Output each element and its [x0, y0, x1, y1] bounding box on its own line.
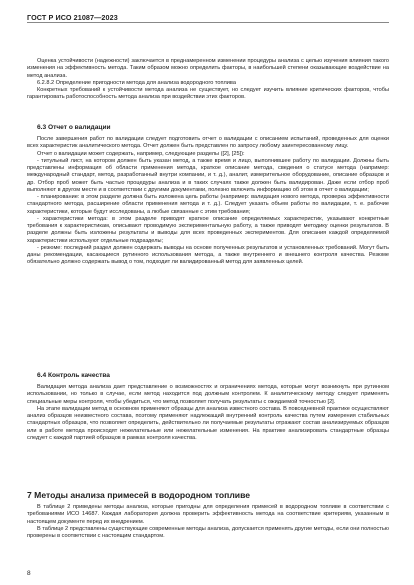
chapter-heading: 7 Методы анализа примесей в водородном топливе [27, 490, 251, 500]
paragraph: В таблице 2 приведены методы анализа, которые пригодны для определения примесей в водородном топливе в соответствии с требованиями ИСО 14687. Каждая лаборатория должна проверить эффективность метода на соответствие критериям, указанным в настоящем документе перед их внедрением. [27, 504, 389, 525]
list-item: - планирование: в этом разделе должна быть изложена цель работы (например: валидация нового метода, проверка эффективности стандартного метода, расширение области применения метода и т. д.). Следует указать объем работы по валидации, т. е. рабочие характеристики, которые будут исследованы, а любые связанные с этим требования; [27, 194, 389, 215]
section-heading: 6.4 Контроль качества [37, 372, 110, 379]
paragraph: Отчет о валидации может содержать, например, следующие разделы ([2], [25]): [37, 150, 245, 157]
section-6-3 [27, 124, 389, 267]
paragraph: После завершения работ по валидации следует подготовить отчет о валидации с описанием испытаний, проведенных для оценки всех характеристик аналитического метода. Отчет должен быть представлен по запросу любому заинтересованному лицу. [27, 136, 389, 150]
document-header-code: ГОСТ Р ИСО 21087—2023 [27, 13, 118, 22]
subsection-title: 6.2.8.2 Определение пригодности метода для анализа водородного топлива [37, 79, 236, 86]
paragraph: Конкретных требований к устойчивости метода анализа не существует, но следует изучить влияние критических факторов, чтобы гарантировать работоспособность метода анализа при воздействии этих факторов. [27, 87, 389, 101]
header-divider [27, 22, 389, 23]
paragraph: Оценка устойчивости (надежности) заключается в преднамеренном изменении процедуры анализа с целью изучения влияния такого изменения на эффективность метода. Таким образом можно определить факторы, в наибольшей степени оказывающие воздействие на метод анализа. [27, 58, 389, 79]
paragraph: На этапе валидации метод в основном применяют образцы для анализа известного состава. В повседневной практике осуществляют анализ образцов неизвестного состава, поэтому применяют надлежащий внутренний контроль качества путем измерения стабильных стандартных образцов, что позволяет определить, действительно ли получаемые результаты отражают состав анализируемых образцов или в работе метода происходят нежелательные или нежелательные изменения. На практике анализировать стандартные образцы следует с каждой партией образцов в рамках контроля качества. [27, 405, 389, 441]
paragraph: В таблице 2 представлены существующие современные методы анализа, допускается применять другие методы, если они полностью проверены в соответствии с настоящим стандартом. [27, 525, 389, 539]
page-number: 8 [27, 570, 31, 577]
list-item: - резюме: последний раздел должен содержать выводы на основе полученных результатов и установленных требований. Могут быть даны рекомендации, касающиеся рутинного использования метода, а также внутреннего и внешнего контроля качества. Резюме обязательно должно содержать вывод о том, подходит ли валидированный метод для заявленных целей. [27, 244, 389, 266]
paragraph: Валидация метода анализа дает представление о возможностях и ограничениях метода, которые могут возникнуть при рутинном использовании, но только в случае, если метод находится под должным контролем. К аналитическому методу следует применять специальные меры контроля, чтобы убедиться, что метод позволяет получать результаты с ожидаемой точностью [2]. [27, 384, 389, 405]
section-6-4 [27, 372, 389, 442]
section-heading: 6.3 Отчет о валидации [37, 124, 111, 131]
intro-block [27, 58, 389, 102]
list-item: - титульный лист, на котором должен быть указан метод, а также время и лицо, выполнившее работу по валидации. Должны быть представлены информация об области применения метода, краткое описание метода, сведения о статусе метода (например: международный стандарт, метод, разработанный внутри компании, и т. д.), аналит, измерительное оборудование, описание образцов и др. Отбор проб может быть частью процедуры анализа и в таких случаях также должен быть валидирован. Даже если отбор проб выполняют в другом месте и в соответствии с другими документами, полезно включить информацию об этом в отчет о валидации; [27, 157, 389, 193]
list-item: - характеристики метода: в этом разделе приводят краткое описание определяемых характеристик, указывают конкретные требования к характеристикам, описывают проводимую экспериментальную работу, а также приводят методику оценки результатов. В разделе должны быть изложены результаты и выводы для всех проведенных экспериментов. Для описания каждой определяемой характеристики используют отдельные подразделы; [27, 215, 389, 244]
section-7 [27, 490, 389, 540]
